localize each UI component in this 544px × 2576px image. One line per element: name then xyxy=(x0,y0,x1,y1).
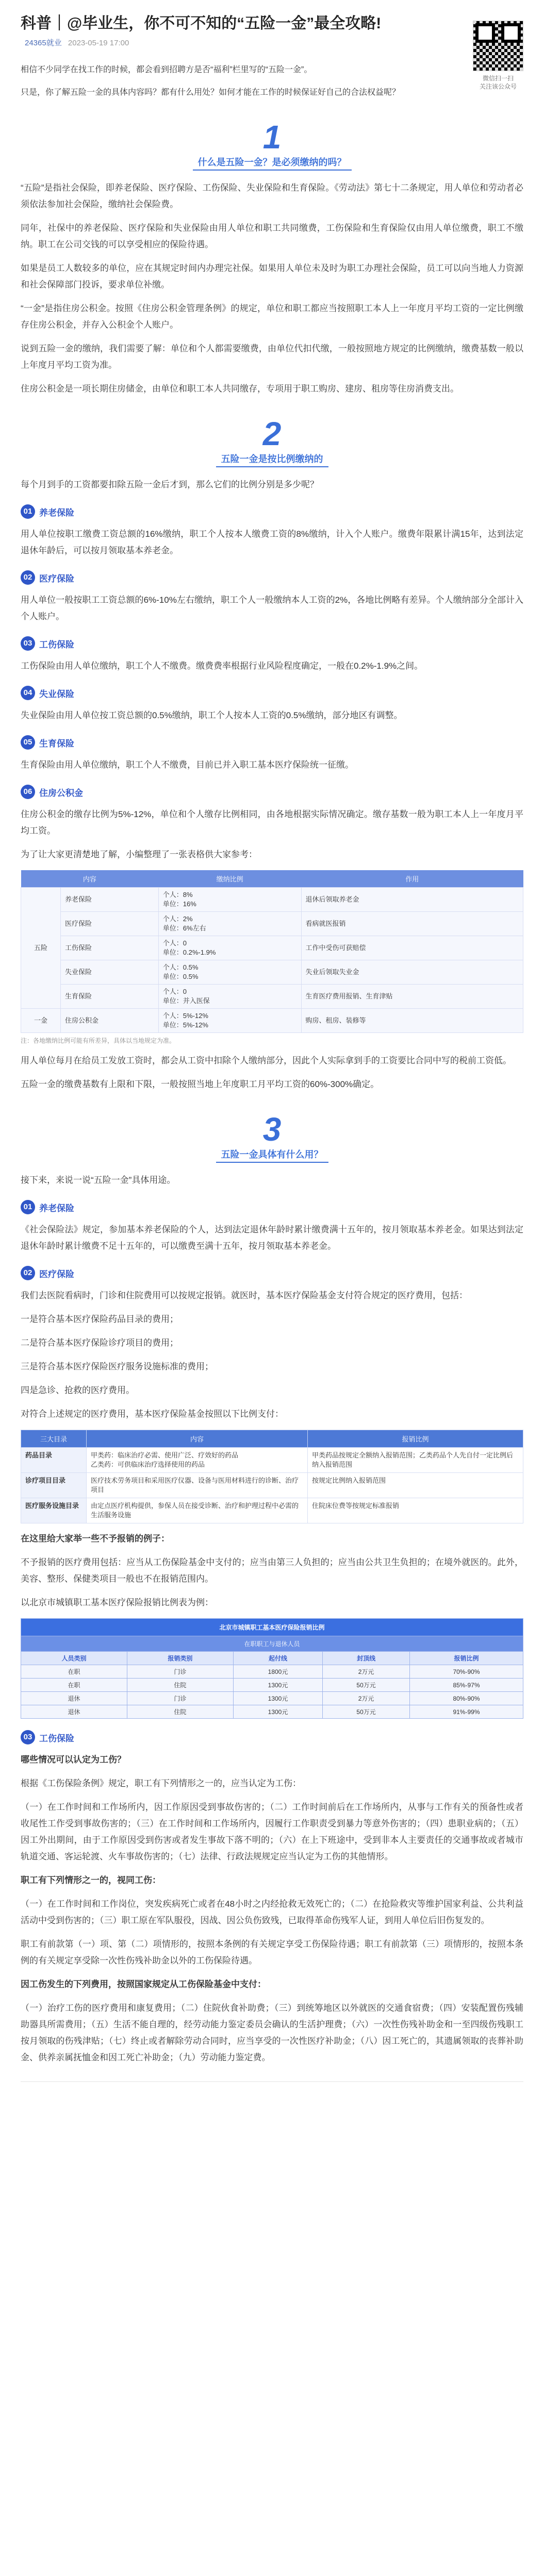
table-row xyxy=(21,1009,523,1033)
paragraph: 接下来，来说一说“五险一金”具体用途。 xyxy=(21,1175,176,1185)
item-title: 工伤保险 xyxy=(39,639,74,650)
table-cell: 医疗服务设施目录 xyxy=(21,1498,87,1523)
paragraph: 因工伤发生的下列费用，按照国家规定从工伤保险基金中支付： xyxy=(21,1979,266,1989)
intro-paragraph: 相信不少同学在找工作的时候，都会看到招聘方是否“福利”栏里写的“五险一金”。 xyxy=(21,65,312,74)
paragraph: “一金”是指住房公积金。按照《住房公积金管理条例》的规定，单位和职工都应当按照职工本人上一年度月平均工资的一定比例缴存住房公积金，并存入公积金个人账户。 xyxy=(21,303,523,330)
table-cell: 购房、租房、装修等 xyxy=(301,1009,523,1033)
item-title: 医疗保险 xyxy=(39,1269,74,1279)
paragraph: （一）在工作时间和工作岗位，突发疾病死亡或者在48小时之内经抢救无效死亡的；（二）在抢险救灾等维护国家利益、公共利益活动中受到伤害的；（三）职工原在军队服役，因战、因公负伤致残，已取得革命伤残军人证，到用人单位后旧伤复发的。 xyxy=(21,1899,523,1925)
item-number-badge: 05 xyxy=(21,735,35,750)
table-cell: 工作中受伤可获赔偿 xyxy=(301,936,523,960)
table-cell: 住院床位费等按规定标准报销 xyxy=(308,1498,523,1523)
table-header: 作用 xyxy=(301,870,523,888)
table-cell: 失业后领取失业金 xyxy=(301,960,523,985)
table-row xyxy=(21,985,523,1009)
item-heading xyxy=(21,636,523,651)
table-group-cell: 五险 xyxy=(21,888,61,1009)
item-title: 养老保险 xyxy=(39,1203,74,1213)
table-row xyxy=(21,1473,523,1498)
section-title: 五险一金是按比例缴纳的 xyxy=(216,451,328,467)
item-heading xyxy=(21,1730,523,1744)
table-cell: 失业保险 xyxy=(61,960,159,985)
item-heading xyxy=(21,1266,523,1280)
item-number-badge: 04 xyxy=(21,686,35,700)
table-cell: 退休 xyxy=(21,1692,127,1705)
publish-date: 2023-05-19 17:00 xyxy=(68,39,129,47)
paragraph: 《社会保险法》规定，参加基本养老保险的个人，达到法定退休年龄时累计缴费满十五年的，按月领取基本养老金。如果达到法定退休年龄时累计缴费不足十五年的，可以缴费至满十五年，按月领取基本养老金。 xyxy=(21,1225,523,1251)
table-row xyxy=(21,1692,523,1705)
item-number-badge: 03 xyxy=(21,636,35,651)
table-cell: 甲类药品按规定全额纳入报销范围；乙类药品个人先自付一定比例后纳入报销范围 xyxy=(308,1448,523,1473)
table-row xyxy=(21,1665,523,1679)
table-header: 内容 xyxy=(21,870,159,888)
table-cell: 个人：8% 单位：16% xyxy=(158,888,301,912)
table-header: 起付线 xyxy=(233,1652,322,1665)
list-item: 三是符合基本医疗保险医疗服务设施标准的费用； xyxy=(21,1362,213,1371)
table-header: 报销类别 xyxy=(127,1652,233,1665)
table-cell: 生育医疗费用报销、生育津贴 xyxy=(301,985,523,1009)
qr-caption: 微信扫一扫 关注该公众号 xyxy=(479,75,517,90)
table-cell: 91%-99% xyxy=(409,1705,523,1719)
table-group-cell: 一金 xyxy=(21,1009,61,1033)
item-title: 生育保险 xyxy=(39,738,74,749)
table-row xyxy=(21,1679,523,1692)
item-title: 工伤保险 xyxy=(39,1733,74,1743)
table-row xyxy=(21,1448,523,1473)
beijing-medical-table xyxy=(21,1618,523,1719)
paragraph: 不予报销的医疗费用包括：应当从工伤保险基金中支付的；应当由第三人负担的；应当由公共卫生负担的；在境外就医的。此外，美容、整形、保健类项目一般也不在报销范围内。 xyxy=(21,1557,523,1584)
table-cell: 住院 xyxy=(127,1679,233,1692)
section-number: 3 xyxy=(262,1111,282,1148)
divider xyxy=(21,2081,523,2082)
article-meta xyxy=(21,37,523,48)
table-row xyxy=(21,960,523,985)
paragraph: 五险一金的缴费基数有上限和下限，一般按照当地上年度职工月平均工资的60%-300%确定。 xyxy=(21,1079,380,1089)
table-row xyxy=(21,912,523,936)
table-cell: 2万元 xyxy=(323,1692,410,1705)
table-cell: 50万元 xyxy=(323,1679,410,1692)
paragraph: 每个月到手的工资都要扣除五险一金后才到，那么它们的比例分别是多少呢？ xyxy=(21,480,319,489)
table-cell: 1300元 xyxy=(233,1705,322,1719)
paragraph: 说到五险一金的缴纳，我们需要了解：单位和个人都需要缴费，由单位代扣代缴，一般按照地方规定的比例缴纳，缴费基数一般以上年度月平均工资为准。 xyxy=(21,344,523,370)
table-cell: 住房公积金 xyxy=(61,1009,159,1033)
table-header: 缴纳比例 xyxy=(158,870,301,888)
table-cell: 退休后领取养老金 xyxy=(301,888,523,912)
table-cell: 看病就医报销 xyxy=(301,912,523,936)
item-number-badge: 03 xyxy=(21,1730,35,1744)
paragraph: 用人单位按职工缴费工资总额的16%缴纳，职工个人按本人缴费工资的8%缴纳，计入个人账户。缴费年限累计满15年，达到法定退休年龄后，可以按月领取基本养老金。 xyxy=(21,529,523,555)
item-number-badge: 01 xyxy=(21,504,35,519)
table-header: 封顶线 xyxy=(323,1652,410,1665)
paragraph: 职工有前款第（一）项、第（二）项情形的，按照本条例的有关规定享受工伤保险待遇；职工有前款第（三）项情形的，按照本条例的有关规定享受除一次性伤残补助金以外的工伤保险待遇。 xyxy=(21,1939,523,1965)
paragraph: （一）在工作时间和工作场所内，因工作原因受到事故伤害的；（二）工作时间前后在工作场所内，从事与工作有关的预备性或者收尾性工作受到事故伤害的；（三）在工作时间和工作场所内，因履行工作职责受到暴力等意外伤害的；（四）患职业病的；（五）因工外出期间，由于工作原因受到伤害或者发生事故下落不明的；（六）在上下班途中，受到非本人主要责任的交通事故或者城市轨道交通、客运轮渡、火车事故伤害的；（七）法律、行政法规规定应当认定为工伤的其他情形。 xyxy=(21,1802,523,1861)
table-cell: 住院 xyxy=(127,1705,233,1719)
table-header: 内容 xyxy=(87,1430,308,1448)
table-cell: 门诊 xyxy=(127,1692,233,1705)
paragraph: （一）治疗工伤的医疗费用和康复费用；（二）住院伙食补助费；（三）到统筹地区以外就医的交通食宿费；（四）安装配置伤残辅助器具所需费用；（五）生活不能自理的，经劳动能力鉴定委员会确认的生活护理费；（六）一次性伤残补助金和一至四级伤残职工按月领取的伤残津贴；（七）终止或者解除劳动合同时，应当享受的一次性医疗补助金；（八）因工死亡的，其遗属领取的丧葬补助金、供养亲属抚恤金和因工死亡补助金；（九）劳动能力鉴定费。 xyxy=(21,2003,523,2062)
item-number-badge: 02 xyxy=(21,570,35,585)
item-heading xyxy=(21,735,523,750)
table-cell: 2万元 xyxy=(323,1665,410,1679)
item-number-badge: 06 xyxy=(21,785,35,799)
table-cell: 80%-90% xyxy=(409,1692,523,1705)
paragraph: 工伤保险由用人单位缴纳，职工个人不缴费。缴费费率根据行业风险程度确定，一般在0.2%-1.9%之间。 xyxy=(21,661,423,671)
table-cell: 在职 xyxy=(21,1679,127,1692)
table-cell: 药品目录 xyxy=(21,1448,87,1473)
table-header: 报销比例 xyxy=(308,1430,523,1448)
paragraph: 根据《工伤保险条例》规定，职工有下列情形之一的，应当认定为工伤： xyxy=(21,1778,301,1788)
item-number-badge: 02 xyxy=(21,1266,35,1280)
table-cell: 按规定比例纳入报销范围 xyxy=(308,1473,523,1498)
item-heading xyxy=(21,686,523,700)
paragraph: 住房公积金的缴存比例为5%-12%，单位和个人缴存比例相同，由各地根据实际情况确定。缴存基数一般为职工本人上一年度月平均工资。 xyxy=(21,809,523,836)
table-header: 报销比例 xyxy=(409,1652,523,1665)
section-number: 2 xyxy=(262,415,282,452)
item-title: 医疗保险 xyxy=(39,573,74,584)
table-cell: 诊疗项目目录 xyxy=(21,1473,87,1498)
table-cell: 养老保险 xyxy=(61,888,159,912)
paragraph: 在这里给大家举一些不予报销的例子： xyxy=(21,1534,170,1544)
table-cell: 个人：0.5% 单位：0.5% xyxy=(158,960,301,985)
table-note: 注：各地缴纳比例可能有所差异，具体以当地规定为准。 xyxy=(21,1037,176,1044)
paragraph: 我们去医院看病时，门诊和住院费用可以按规定报销。就医时，基本医疗保险基金支付符合规定的医疗费用，包括： xyxy=(21,1291,468,1300)
qr-code-icon xyxy=(473,21,523,71)
table-cell: 个人：5%-12% 单位：5%-12% xyxy=(158,1009,301,1033)
section-title: 什么是五险一金？是必须缴纳的吗？ xyxy=(193,154,352,171)
section-title: 五险一金具体有什么用？ xyxy=(216,1146,328,1163)
table-cell: 工伤保险 xyxy=(61,936,159,960)
qr-code-block xyxy=(473,21,523,91)
table-title: 北京市城镇职工基本医疗保险报销比例 xyxy=(21,1619,523,1636)
paragraph: 住房公积金是一项长期住房储金，由单位和职工本人共同缴存，专项用于职工购房、建房、租房等住房消费支出。 xyxy=(21,384,459,394)
contribution-table xyxy=(21,870,523,1033)
table-cell: 医疗保险 xyxy=(61,912,159,936)
table-cell: 1300元 xyxy=(233,1679,322,1692)
table-row xyxy=(21,1705,523,1719)
table-cell: 退休 xyxy=(21,1705,127,1719)
list-item: 一是符合基本医疗保险药品目录的费用； xyxy=(21,1314,178,1324)
table-cell: 50万元 xyxy=(323,1705,410,1719)
paragraph: 用人单位一般按职工工资总额的6%-10%左右缴纳，职工个人一般缴纳本人工资的2%，各地比例略有差异。个人缴纳部分全部计入个人账户。 xyxy=(21,595,523,621)
section-heading xyxy=(21,1112,523,1163)
table-cell: 个人：0 单位：并入医保 xyxy=(158,985,301,1009)
paragraph: 失业保险由用人单位按工资总额的0.5%缴纳，职工个人按本人工资的0.5%缴纳，部分地区有调整。 xyxy=(21,710,403,720)
paragraph: 哪些情况可以认定为工伤？ xyxy=(21,1755,126,1765)
table-cell: 医疗技术劳务项目和采用医疗仪器、设备与医用材料进行的诊断、治疗项目 xyxy=(87,1473,308,1498)
item-heading xyxy=(21,504,523,519)
table-cell: 85%-97% xyxy=(409,1679,523,1692)
table-cell: 由定点医疗机构提供，参保人员在接受诊断、治疗和护理过程中必需的生活服务设施 xyxy=(87,1498,308,1523)
table-header: 人员类别 xyxy=(21,1652,127,1665)
list-item: 四是急诊、抢救的医疗费用。 xyxy=(21,1385,135,1395)
catalog-table xyxy=(21,1430,523,1523)
table-header: 三大目录 xyxy=(21,1430,87,1448)
table-row xyxy=(21,888,523,912)
paragraph: 用人单位每月在给员工发放工资时，都会从工资中扣除个人缴纳部分，因此个人实际拿到手的工资要比合同中写的税前工资低。 xyxy=(21,1056,512,1065)
table-cell: 1300元 xyxy=(233,1692,322,1705)
item-heading xyxy=(21,1200,523,1214)
item-title: 住房公积金 xyxy=(39,788,83,798)
article-title: 科普｜@毕业生，你不可不知的“五险一金”最全攻略! xyxy=(21,15,382,32)
table-cell: 门诊 xyxy=(127,1665,233,1679)
item-heading xyxy=(21,785,523,799)
section-heading xyxy=(21,120,523,171)
paragraph: “五险”是指社会保险，即养老保险、医疗保险、工伤保险、失业保险和生育保险。《劳动法》第七十二条规定，用人单位和劳动者必须依法参加社会保险，缴纳社会保险费。 xyxy=(21,183,523,209)
paragraph: 同年，社保中的养老保险、医疗保险和失业保险由用人单位和职工共同缴费，工伤保险和生育保险仅由用人单位缴费，职工不缴纳。职工在公司交钱的可以享受相应的保险待遇。 xyxy=(21,223,523,249)
item-title: 失业保险 xyxy=(39,689,74,699)
paragraph: 以北京市城镇职工基本医疗保险报销比例表为例： xyxy=(21,1598,213,1607)
table-cell: 个人：0 单位：0.2%-1.9% xyxy=(158,936,301,960)
table-cell: 70%-90% xyxy=(409,1665,523,1679)
paragraph: 为了让大家更清楚地了解，小编整理了一张表格供大家参考： xyxy=(21,850,257,859)
table-cell: 生育保险 xyxy=(61,985,159,1009)
item-heading xyxy=(21,570,523,585)
item-number-badge: 01 xyxy=(21,1200,35,1214)
table-cell: 在职 xyxy=(21,1665,127,1679)
table-cell: 个人：2% 单位：6%左右 xyxy=(158,912,301,936)
intro-paragraph: 只是，你了解五险一金的具体内容吗？都有什么用处？如何才能在工作的时候保证好自己的合法权益呢？ xyxy=(21,88,401,97)
table-cell: 甲类药：临床治疗必需、使用广泛、疗效好的药品 乙类药：可供临床治疗选择使用的药品 xyxy=(87,1448,308,1473)
item-title: 养老保险 xyxy=(39,507,74,518)
table-cell: 1800元 xyxy=(233,1665,322,1679)
source-link[interactable]: 24365就业 xyxy=(25,39,62,47)
table-row xyxy=(21,1498,523,1523)
paragraph: 生育保险由用人单位缴纳，职工个人不缴费，目前已并入职工基本医疗保险统一征缴。 xyxy=(21,760,354,770)
section-heading xyxy=(21,417,523,467)
paragraph: 对符合上述规定的医疗费用，基本医疗保险基金按照以下比例支付： xyxy=(21,1409,284,1419)
section-number: 1 xyxy=(262,118,282,156)
paragraph: 如果是员工人数较多的单位，应在其规定时间内办理完社保。如果用人单位未及时为职工办理社会保险，员工可以向当地人力资源和社会保障部门投诉，要求单位补缴。 xyxy=(21,263,523,290)
paragraph: 职工有下列情形之一的，视同工伤： xyxy=(21,1875,161,1885)
list-item: 二是符合基本医疗保险诊疗项目的费用； xyxy=(21,1338,178,1348)
table-row xyxy=(21,936,523,960)
table-subtitle: 在职职工与退休人员 xyxy=(21,1636,523,1652)
